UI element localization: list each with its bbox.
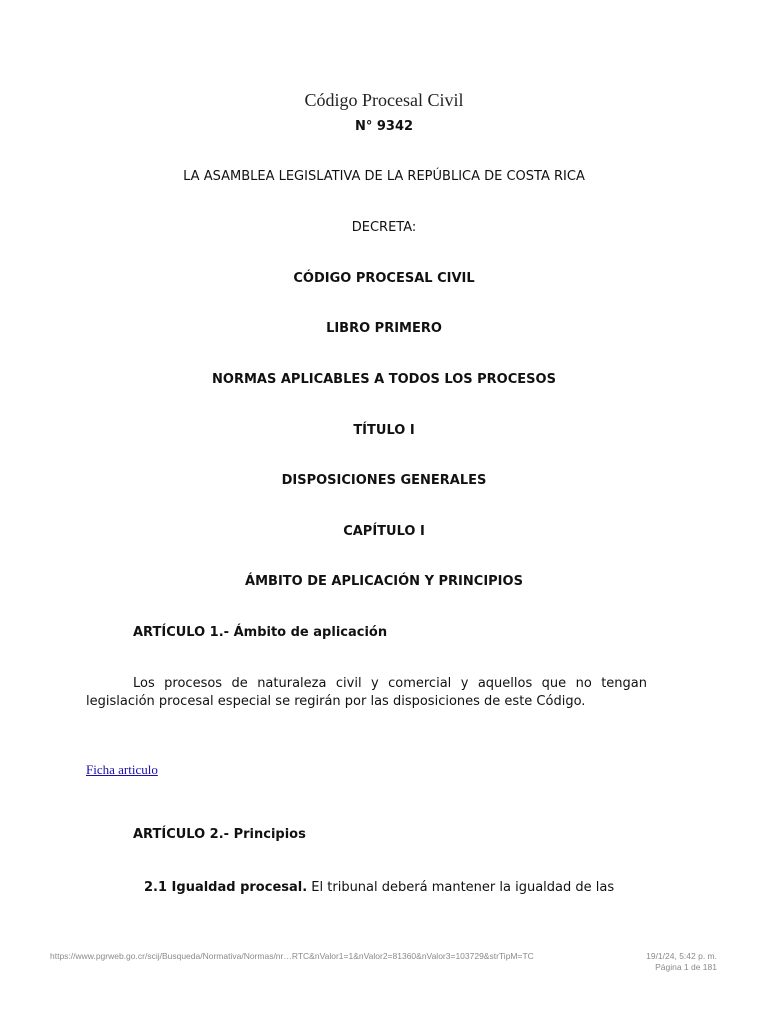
document-title: Código Procesal Civil (304, 90, 464, 110)
article-1-text: Los procesos de naturaleza civil y comercial y aquellos que no tengan legislación procesal especial se regirán por las disposiciones de este Código. (86, 676, 647, 709)
footer-timestamp: 19/1/24, 5:42 p. m. (646, 951, 717, 961)
article-2-paragraph (86, 879, 647, 897)
law-number: N° 9342 (354, 119, 414, 134)
article-1-heading: ARTÍCULO 1.- Ámbito de aplicación (133, 625, 388, 640)
title-heading: TÍTULO I (353, 423, 415, 438)
article-2-subheading: 2.1 Igualdad procesal. (144, 880, 308, 895)
book-heading: LIBRO PRIMERO (326, 321, 442, 336)
decreta-line: DECRETA: (351, 220, 417, 235)
chapter-heading: CAPÍTULO I (343, 524, 425, 539)
issuer-line: LA ASAMBLEA LEGISLATIVA DE LA REPÚBLICA DE COSTA RICA (183, 169, 585, 184)
article-2-heading: ARTÍCULO 2.- Principios (133, 827, 306, 842)
title-name-heading: DISPOSICIONES GENERALES (281, 473, 487, 488)
code-name-heading: CÓDIGO PROCESAL CIVIL (293, 271, 475, 286)
footer-url: https://www.pgrweb.go.cr/scij/Busqueda/Normativa/Normas/nr…RTC&nValor1=1&nValor2=81360&nValor3=103729&strTipM=TC (50, 951, 534, 961)
ficha-articulo-link[interactable]: Ficha articulo (86, 762, 158, 777)
article-2-text: El tribunal deberá mantener la igualdad de las (307, 880, 615, 895)
book-title-heading: NORMAS APLICABLES A TODOS LOS PROCESOS (212, 372, 556, 387)
footer-page-number: Página 1 de 181 (655, 962, 717, 972)
chapter-name-heading: ÁMBITO DE APLICACIÓN Y PRINCIPIOS (245, 574, 523, 589)
